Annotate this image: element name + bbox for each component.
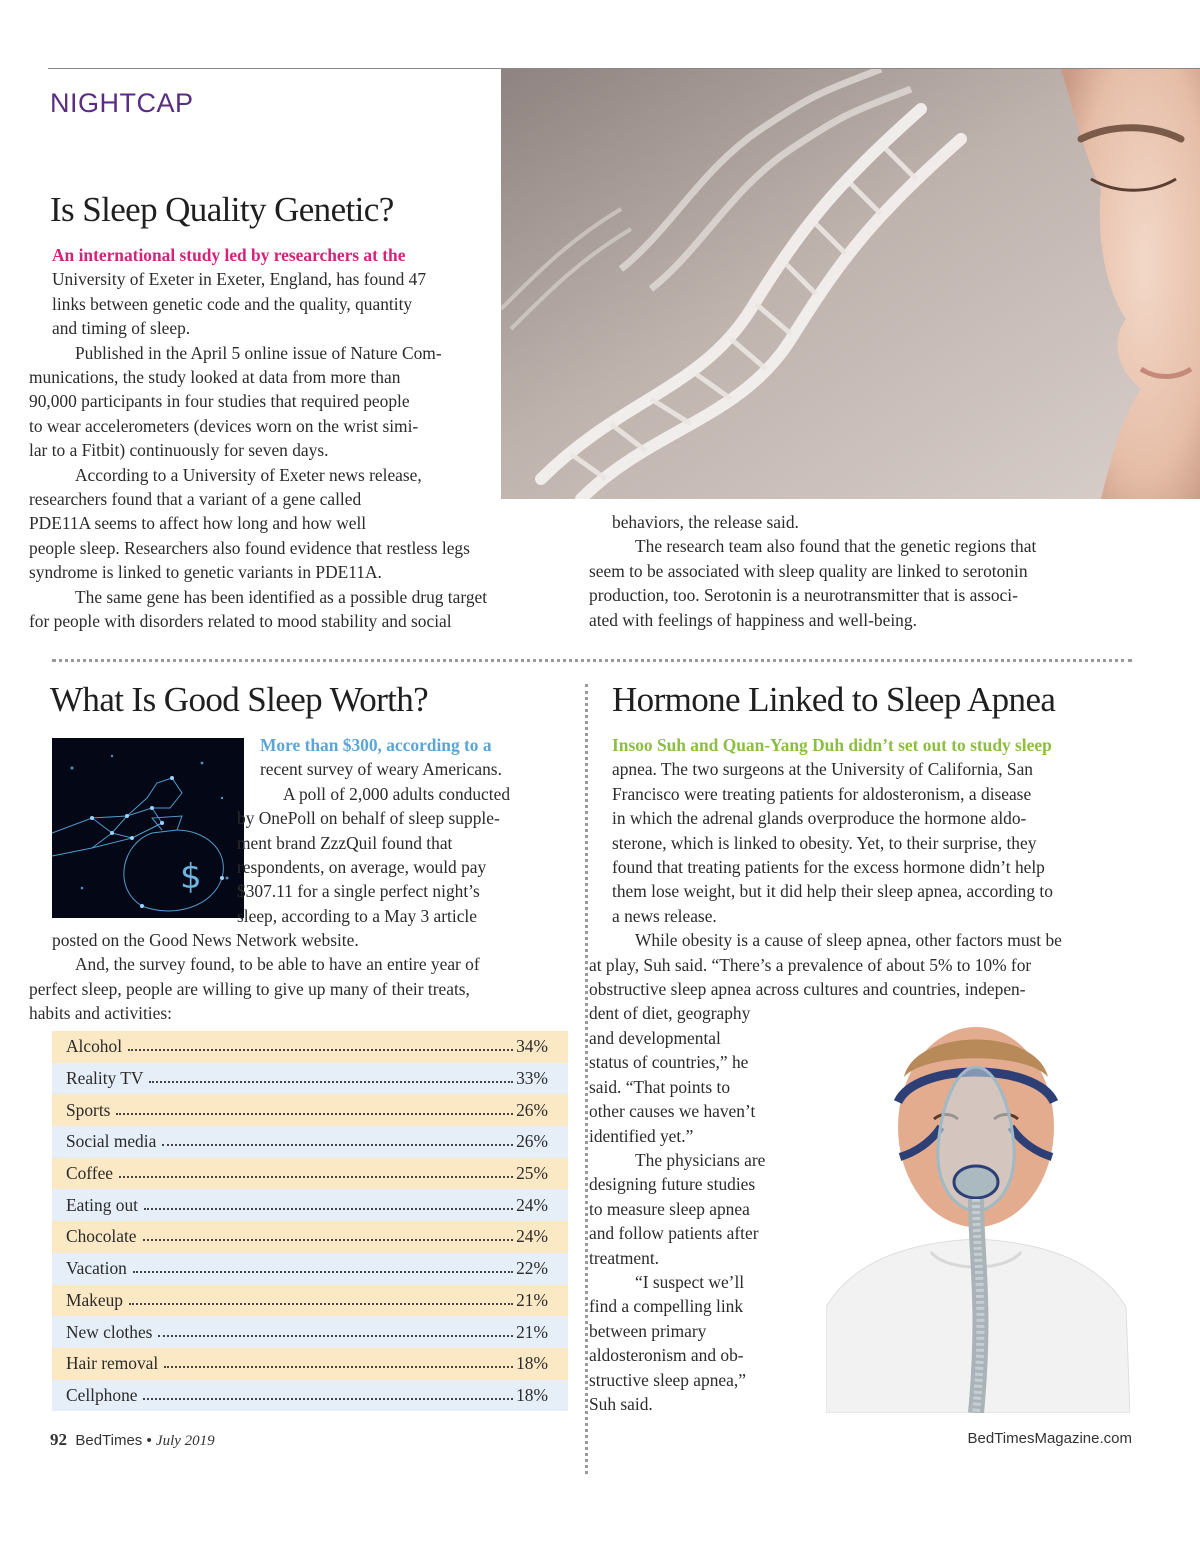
- article2-title: What Is Good Sleep Worth?: [50, 680, 429, 719]
- text-line: designing future studies: [589, 1174, 756, 1195]
- dna-face-photo: [501, 69, 1200, 499]
- text-line: University of Exeter in Exeter, England, has found 47: [52, 269, 427, 290]
- text-line: researchers found that a variant of a gene called: [29, 489, 362, 510]
- footer-left: [50, 1430, 215, 1450]
- list-item-name: New clothes: [66, 1321, 153, 1342]
- text-line: The physicians are: [635, 1149, 766, 1170]
- text-line: sleep, according to a May 3 article: [237, 905, 477, 926]
- text-line: by OnePoll on behalf of sleep supple-: [237, 808, 500, 829]
- dot-leader: [144, 1196, 513, 1210]
- text-line: find a compelling link: [589, 1296, 744, 1317]
- dot-leader: [133, 1259, 513, 1273]
- dot-leader: [143, 1386, 513, 1400]
- list-item-percent: 33%: [516, 1068, 548, 1089]
- text-line: treatment.: [589, 1247, 660, 1268]
- money-bag-photo: [52, 738, 244, 918]
- list-row: [52, 1189, 568, 1221]
- article2-full-text: [29, 928, 572, 1026]
- text-line: behaviors, the release said.: [612, 512, 799, 532]
- list-item-name: Hair removal: [66, 1353, 159, 1374]
- article1-column2: [589, 510, 1152, 632]
- text-line: and timing of sleep.: [52, 318, 191, 339]
- text-line: PDE11A seems to affect how long and how well: [29, 513, 367, 534]
- list-item-name: Chocolate: [66, 1226, 137, 1247]
- text-line: apnea. The two surgeons at the University of California, San: [612, 759, 1033, 780]
- column-divider: [585, 684, 588, 1474]
- text-line: to wear accelerometers (devices worn on the wrist simi-: [29, 415, 419, 436]
- article1-title: Is Sleep Quality Genetic?: [50, 190, 394, 229]
- list-item-name: Coffee: [66, 1163, 114, 1184]
- text-line: respondents, on average, would pay: [237, 857, 487, 878]
- list-item-percent: 18%: [516, 1353, 548, 1374]
- list-item-name: Reality TV: [66, 1068, 144, 1089]
- list-item-percent: 22%: [516, 1258, 548, 1279]
- article1-column1: [29, 243, 572, 634]
- text-line: for people with disorders related to mood stability and social: [29, 611, 452, 632]
- magazine-name: BedTimes: [75, 1432, 143, 1449]
- text-line: in which the adrenal glands overproduce the hormone aldo-: [612, 808, 1027, 829]
- list-item-percent: 24%: [516, 1194, 548, 1215]
- list-item-name: Eating out: [66, 1194, 138, 1215]
- text-line: said. “That points to: [589, 1076, 731, 1097]
- text-line: people sleep. Researchers also found evidence that restless legs: [29, 537, 470, 558]
- svg-text:$: $: [180, 857, 202, 897]
- text-line: Suh said.: [589, 1393, 653, 1414]
- text-line: The research team also found that the genetic regions that: [635, 536, 1037, 557]
- dot-leader: [119, 1164, 513, 1178]
- text-line: structive sleep apnea,”: [589, 1369, 746, 1390]
- dot-leader: [143, 1227, 514, 1241]
- text-line: sterone, which is linked to obesity. Yet, to their surprise, they: [612, 832, 1037, 853]
- article3-lead-in: Insoo Suh and Quan-Yang Duh didn’t set out to study sleep: [612, 735, 1052, 755]
- text-line: And, the survey found, to be able to have an entire year of: [75, 954, 480, 975]
- list-row: [52, 1253, 568, 1285]
- section-label: NIGHTCAP: [50, 88, 194, 118]
- list-item-percent: 26%: [516, 1131, 548, 1152]
- list-row: [52, 1126, 568, 1158]
- section-divider: [52, 659, 1132, 662]
- list-row: [52, 1094, 568, 1126]
- text-line: obstructive sleep apnea across cultures and countries, indepen-: [589, 979, 1026, 1000]
- dot-leader: [158, 1323, 513, 1337]
- list-row: [52, 1380, 568, 1412]
- cpap-mask-photo: [826, 1007, 1130, 1413]
- list-item-name: Vacation: [66, 1258, 127, 1279]
- list-item-percent: 21%: [516, 1289, 548, 1310]
- text-line: seem to be associated with sleep quality are linked to serotonin: [589, 560, 1028, 581]
- text-line: perfect sleep, people are willing to give up many of their treats,: [29, 978, 470, 999]
- dot-leader: [164, 1354, 513, 1368]
- text-line: and follow patients after: [589, 1223, 759, 1244]
- text-line: to measure sleep apnea: [589, 1198, 750, 1219]
- text-line: $307.11 for a single perfect night’s: [237, 881, 480, 902]
- text-line: While obesity is a cause of sleep apnea, other factors must be: [635, 930, 1062, 951]
- text-line: “I suspect we’ll: [635, 1271, 745, 1292]
- dot-leader: [116, 1101, 513, 1115]
- text-line: ment brand ZzzQuil found that: [237, 832, 453, 853]
- list-item-percent: 24%: [516, 1226, 548, 1247]
- list-row: [52, 1316, 568, 1348]
- text-line: aldosteronism and ob-: [589, 1345, 744, 1366]
- article1-lead-in: An international study led by researchers at the: [52, 245, 406, 265]
- list-row: [52, 1158, 568, 1190]
- text-line: at play, Suh said. “There’s a prevalence of about 5% to 10% for: [589, 954, 1032, 975]
- text-line: found that treating patients for the excess hormone didn’t help: [612, 857, 1045, 878]
- list-item-name: Makeup: [66, 1289, 123, 1310]
- list-item-name: Cellphone: [66, 1384, 138, 1405]
- text-line: Published in the April 5 online issue of Nature Com-: [75, 342, 442, 363]
- list-item-percent: 21%: [516, 1321, 548, 1342]
- text-line: them lose weight, but it did help their sleep apnea, according to: [612, 881, 1053, 902]
- list-row: [52, 1063, 568, 1095]
- footer-bullet: •: [146, 1432, 152, 1449]
- dot-leader: [162, 1132, 513, 1146]
- text-line: munications, the study looked at data from more than: [29, 367, 401, 388]
- text-line: production, too. Serotonin is a neurotransmitter that is associ-: [589, 585, 1018, 606]
- text-line: The same gene has been identified as a possible drug target: [75, 586, 488, 607]
- list-item-percent: 34%: [516, 1036, 548, 1057]
- list-item-name: Alcohol: [66, 1036, 123, 1057]
- list-item-name: Social media: [66, 1131, 157, 1152]
- list-row: [52, 1031, 568, 1063]
- text-line: ated with feelings of happiness and well-being.: [589, 609, 917, 630]
- text-line: a news release.: [612, 905, 717, 926]
- article2-lead-in: More than $300, according to a: [260, 735, 492, 755]
- dot-leader: [149, 1069, 513, 1083]
- list-row: [52, 1348, 568, 1380]
- list-row: [52, 1285, 568, 1317]
- list-item-percent: 25%: [516, 1163, 548, 1184]
- text-line: identified yet.”: [589, 1125, 694, 1146]
- text-line: recent survey of weary Americans.: [260, 759, 502, 780]
- text-line: Francisco were treating patients for aldosteronism, a disease: [612, 783, 1032, 804]
- text-line: habits and activities:: [29, 1003, 172, 1024]
- text-line: lar to a Fitbit) continuously for seven days.: [29, 440, 329, 461]
- dot-leader: [129, 1291, 513, 1305]
- list-item-name: Sports: [66, 1099, 111, 1120]
- list-item-percent: 26%: [516, 1099, 548, 1120]
- page-number: 92: [50, 1430, 67, 1449]
- text-line: and developmental: [589, 1027, 721, 1048]
- article3-title: Hormone Linked to Sleep Apnea: [612, 680, 1056, 719]
- list-row: [52, 1221, 568, 1253]
- text-line: dent of diet, geography: [589, 1003, 751, 1024]
- text-line: syndrome is linked to genetic variants in PDE11A.: [29, 562, 382, 583]
- website-link[interactable]: BedTimesMagazine.com: [967, 1430, 1132, 1447]
- text-line: status of countries,” he: [589, 1052, 749, 1073]
- text-line: other causes we haven’t: [589, 1101, 756, 1122]
- text-line: According to a University of Exeter news release,: [75, 464, 422, 485]
- issue-date: July 2019: [155, 1433, 215, 1449]
- list-item-percent: 18%: [516, 1384, 548, 1405]
- text-line: posted on the Good News Network website.: [52, 930, 359, 950]
- text-line: between primary: [589, 1320, 707, 1341]
- give-up-list: [52, 1031, 568, 1411]
- text-line: links between genetic code and the quality, quantity: [52, 293, 413, 314]
- text-line: A poll of 2,000 adults conducted: [283, 783, 511, 804]
- dot-leader: [128, 1037, 513, 1051]
- article2-wrap-text: [237, 733, 560, 928]
- text-line: 90,000 participants in four studies that required people: [29, 391, 410, 412]
